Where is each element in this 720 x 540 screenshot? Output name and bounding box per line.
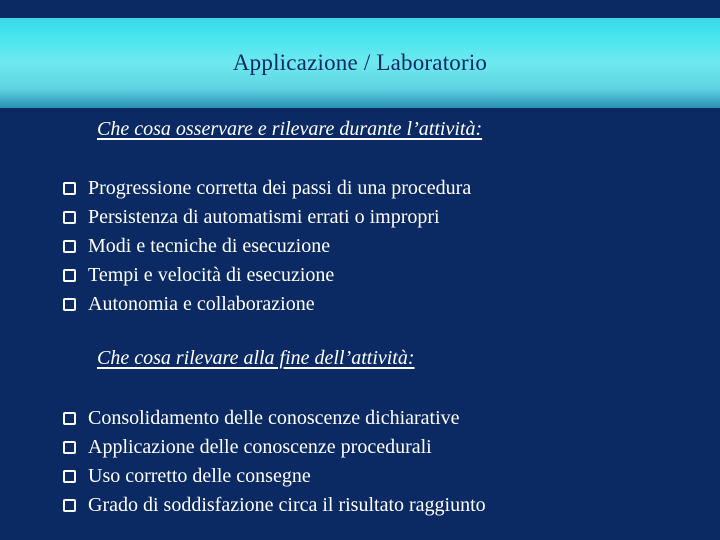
checkbox-icon	[63, 182, 76, 195]
checkbox-icon	[63, 298, 76, 311]
checkbox-icon	[63, 412, 76, 425]
list-item-text: Persistenza di automatismi errati o impropri	[88, 206, 440, 228]
checkbox-icon	[63, 470, 76, 483]
bullet-list-during	[63, 174, 471, 319]
section-heading-end: Che cosa rilevare alla fine dell’attività:	[97, 347, 415, 369]
checkbox-icon	[63, 441, 76, 454]
list-item-text: Consolidamento delle conoscenze dichiarative	[88, 407, 460, 429]
checkbox-icon	[63, 499, 76, 512]
list-item-text: Tempi e velocità di esecuzione	[88, 264, 335, 286]
list-item-text: Applicazione delle conoscenze procedurali	[88, 436, 432, 458]
list-item	[63, 174, 471, 203]
section-heading-during: Che cosa osservare e rilevare durante l’attività:	[97, 118, 483, 140]
list-item-text: Autonomia e collaborazione	[88, 293, 315, 315]
list-item	[63, 404, 486, 433]
list-item-text: Modi e tecniche di esecuzione	[88, 235, 331, 257]
list-item	[63, 290, 471, 319]
list-item	[63, 462, 486, 491]
list-item-text: Uso corretto delle consegne	[88, 465, 311, 487]
title-bar	[0, 18, 720, 108]
list-item	[63, 232, 471, 261]
list-item-text: Grado di soddisfazione circa il risultato raggiunto	[88, 494, 486, 516]
checkbox-icon	[63, 211, 76, 224]
checkbox-icon	[63, 269, 76, 282]
checkbox-icon	[63, 240, 76, 253]
list-item	[63, 433, 486, 462]
list-item	[63, 203, 471, 232]
slide-title: Applicazione / Laboratorio	[232, 50, 488, 75]
list-item	[63, 261, 471, 290]
list-item	[63, 491, 486, 520]
bullet-list-end	[63, 404, 486, 520]
list-item-text: Progressione corretta dei passi di una procedura	[88, 177, 472, 199]
